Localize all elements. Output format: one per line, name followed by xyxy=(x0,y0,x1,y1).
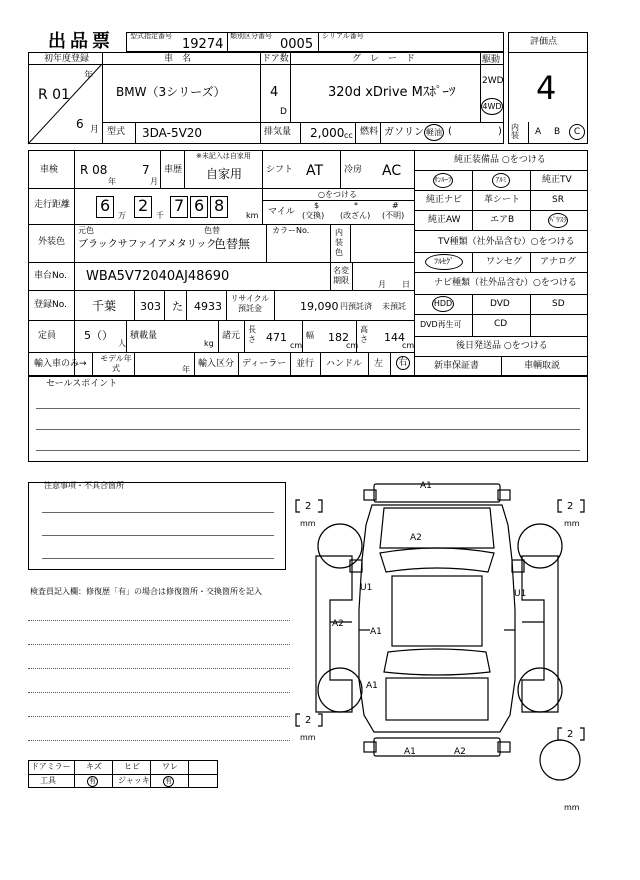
history-value: 自家用 xyxy=(206,167,243,181)
drive-2wd: 2WD xyxy=(482,76,504,86)
reg-kana: た xyxy=(172,300,183,313)
diag-front-a1: A1 xyxy=(420,481,432,491)
color-original: ブラックサファイアメタリック xyxy=(78,239,217,250)
tread-fl: 2 xyxy=(305,501,312,512)
notes-label: 注意事項・不具合箇所 xyxy=(44,481,124,490)
length-value: 471 xyxy=(266,331,287,344)
model-year-label: モデル年式 xyxy=(100,354,132,373)
diag-side-a1: A1 xyxy=(370,627,382,637)
color-no-label: カラーNo. xyxy=(272,226,310,235)
grade-value: 320d xDrive Mｽﾎﾟｰﾂ xyxy=(328,85,456,100)
tread-fr: 2 xyxy=(567,501,574,512)
history-label: 車歴 xyxy=(164,165,183,175)
load-label: 積載量 xyxy=(130,331,158,341)
first-reg-era: R 01 xyxy=(38,87,70,103)
hdd-circle: HDD xyxy=(432,296,454,312)
import-class-label: 輸入区分 xyxy=(198,359,235,369)
ac-value: AC xyxy=(382,163,402,179)
mileage-label: 走行距離 xyxy=(34,200,71,210)
shift-value: AT xyxy=(306,163,324,179)
reg-num: 303 xyxy=(140,300,161,313)
import-label: 輸入車のみ→ xyxy=(34,359,87,369)
fuel-value: ガソリン xyxy=(384,127,424,138)
model-no-label: 型式指定番号 xyxy=(130,32,172,40)
power-slide-circle: ﾊﾟﾜｽﾗ xyxy=(548,213,568,228)
type-label: 型式 xyxy=(107,127,126,137)
name-change-label: 名変期限 xyxy=(333,266,349,285)
diag-rear-bumper-a2: A2 xyxy=(454,747,466,757)
type-value: 3DA-5V20 xyxy=(142,126,203,140)
later-title: 後日発送品 ○をつける xyxy=(456,341,548,351)
doors-value: 4 xyxy=(270,85,279,100)
mileage-digit-1: 6 xyxy=(100,196,111,215)
fullseg-circle: ﾌﾙｾｸﾞ xyxy=(425,254,463,270)
recycle-label: リサイクル預託金 xyxy=(230,294,270,313)
dims-label: 諸元 xyxy=(222,331,241,341)
car-name: BMW（3シリーズ） xyxy=(116,85,226,99)
mileage-digit-2: 2 xyxy=(138,196,149,215)
score-value: 4 xyxy=(536,69,557,107)
diag-u1-right: U1 xyxy=(514,589,527,599)
reg-serial: 4933 xyxy=(194,300,222,313)
shift-label: シフト xyxy=(266,165,294,175)
sales-point-label: セールスポイント xyxy=(46,379,118,389)
class-no: 0005 xyxy=(280,37,314,52)
class-no-label: 類別区分番号 xyxy=(230,32,272,40)
inspector-note: 検査員記入欄：修復歴「有」の場合は修復箇所・交換箇所を記入 xyxy=(30,587,262,596)
alloy-circle: ｱﾙﾐ xyxy=(492,173,510,188)
interior-color-label: 内装色 xyxy=(335,228,343,257)
tv-title: TV種類（社外品含む）○をつける xyxy=(438,237,575,247)
vin-label: 車台No. xyxy=(34,271,67,281)
diag-rear-a1: A1 xyxy=(366,681,378,691)
form-title: 出品票 xyxy=(48,31,114,52)
ac-label: 冷房 xyxy=(344,165,363,175)
interior-c-circle: C xyxy=(569,124,585,140)
first-reg-month: 6 xyxy=(76,117,84,131)
tread-rl: 2 xyxy=(305,715,312,726)
navi-title: ナビ種類（社外品含む）○をつける xyxy=(434,278,577,288)
mileage-digit-3: 7 xyxy=(174,196,185,215)
diag-hood-a2: A2 xyxy=(410,533,422,543)
handle-right-circle: 右 xyxy=(396,356,410,370)
car-name-label: 車 名 xyxy=(164,54,192,64)
equipment-title: 純正装備品 ○をつける xyxy=(454,155,546,165)
vin-value: WBA5V72040AJ48690 xyxy=(86,269,230,284)
inspection-era: R 08 xyxy=(80,163,108,177)
displacement-value: 2,000 xyxy=(310,126,345,140)
fuel-diesel-circle: 軽油 xyxy=(424,124,444,141)
sunroof-circle: ｻﾝﾙｰﾌ xyxy=(433,173,453,188)
width-value: 182 xyxy=(328,331,349,344)
mileage-digit-4: 6 xyxy=(194,196,205,215)
inspection-label: 車検 xyxy=(40,165,59,175)
serial-label: シリアル番号 xyxy=(322,32,364,40)
model-no: 19274 xyxy=(182,37,224,52)
capacity-label: 定員 xyxy=(38,331,57,341)
first-reg-label: 初年度登録 xyxy=(44,54,90,64)
reg-pref: 千葉 xyxy=(92,299,117,313)
displacement-label: 排気量 xyxy=(264,127,292,137)
diag-u1-left: U1 xyxy=(360,583,373,593)
color-change: 色替無 xyxy=(214,237,251,251)
color-label: 外装色 xyxy=(38,237,66,247)
grade-label: グ レ ー ド xyxy=(352,54,416,64)
interior-label: 内装 xyxy=(511,123,519,140)
fuel-label: 燃料 xyxy=(360,127,379,137)
diag-side-a2: A2 xyxy=(332,619,344,629)
inspection-month: 7 xyxy=(142,163,150,177)
tread-rr: 2 xyxy=(567,729,574,740)
drive-4wd-circle: 4WD xyxy=(481,98,503,115)
doors-label: ドア数 xyxy=(262,54,289,64)
jack-yes-circle: 有 xyxy=(165,777,172,785)
height-value: 144 xyxy=(384,331,405,344)
mileage-note: ○をつける xyxy=(318,190,357,199)
reg-label: 登録No. xyxy=(34,300,67,310)
capacity-value: 5（） xyxy=(84,329,113,342)
recycle-value: 19,090 xyxy=(300,300,339,313)
mileage-digit-5: 8 xyxy=(214,196,225,215)
diag-rear-bumper-a1: A1 xyxy=(404,747,416,757)
drive-label: 駆動 xyxy=(482,55,501,65)
tools-yes-circle: 有 xyxy=(89,777,96,785)
history-note: ※未記入は自家用 xyxy=(196,152,251,160)
score-label: 評価点 xyxy=(530,37,558,47)
recycle-unpaid: 未預託 xyxy=(382,302,406,311)
